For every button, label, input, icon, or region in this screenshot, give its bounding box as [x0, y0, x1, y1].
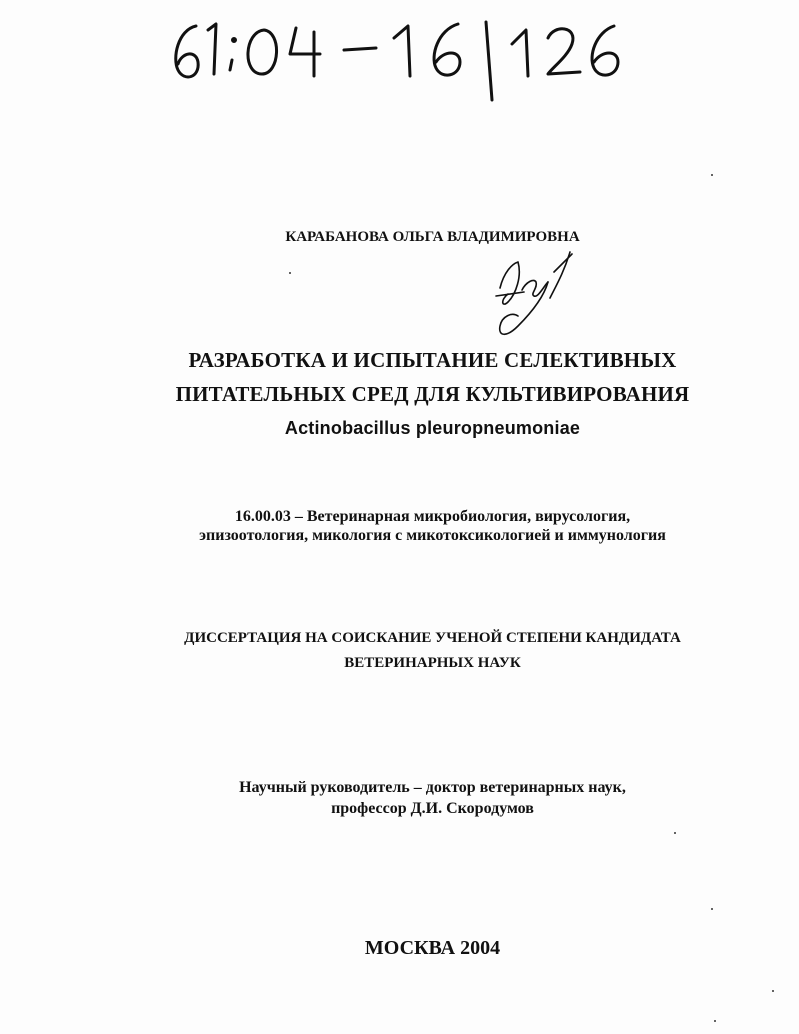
degree-line-2: ВЕТЕРИНАРНЫХ НАУК — [344, 655, 521, 671]
signature — [478, 242, 588, 352]
scan-speck — [289, 272, 291, 274]
scan-speck — [772, 990, 774, 992]
title-line-3: Actinobacillus pleuropneumoniae — [284, 418, 581, 438]
advisor-line-2: профессор Д.И. Скородумов — [331, 800, 534, 817]
handwritten-archive-code — [168, 8, 648, 118]
scan-speck — [714, 1020, 716, 1022]
specialty-line-2: эпизоотология, микология с микотоксикологией и иммунология — [199, 527, 666, 544]
title-line-1: РАЗРАБОТКА И ИСПЫТАНИЕ СЕЛЕКТИВНЫХ — [188, 348, 677, 372]
scan-speck — [711, 908, 713, 910]
author-name: КАРАБАНОВА ОЛЬГА ВЛАДИМИРОВНА — [285, 229, 580, 245]
degree-line-1: ДИССЕРТАЦИЯ НА СОИСКАНИЕ УЧЕНОЙ СТЕПЕНИ КАНДИДАТА — [184, 630, 681, 646]
city-year: МОСКВА 2004 — [364, 937, 501, 959]
scan-speck — [674, 832, 676, 834]
title-line-2: ПИТАТЕЛЬНЫХ СРЕД ДЛЯ КУЛЬТИВИРОВАНИЯ — [175, 382, 690, 406]
specialty-line-1: 16.00.03 – Ветеринарная микробиология, вирусология, — [234, 508, 631, 525]
scan-speck — [711, 174, 713, 176]
advisor-line-1: Научный руководитель – доктор ветеринарных наук, — [239, 779, 626, 796]
